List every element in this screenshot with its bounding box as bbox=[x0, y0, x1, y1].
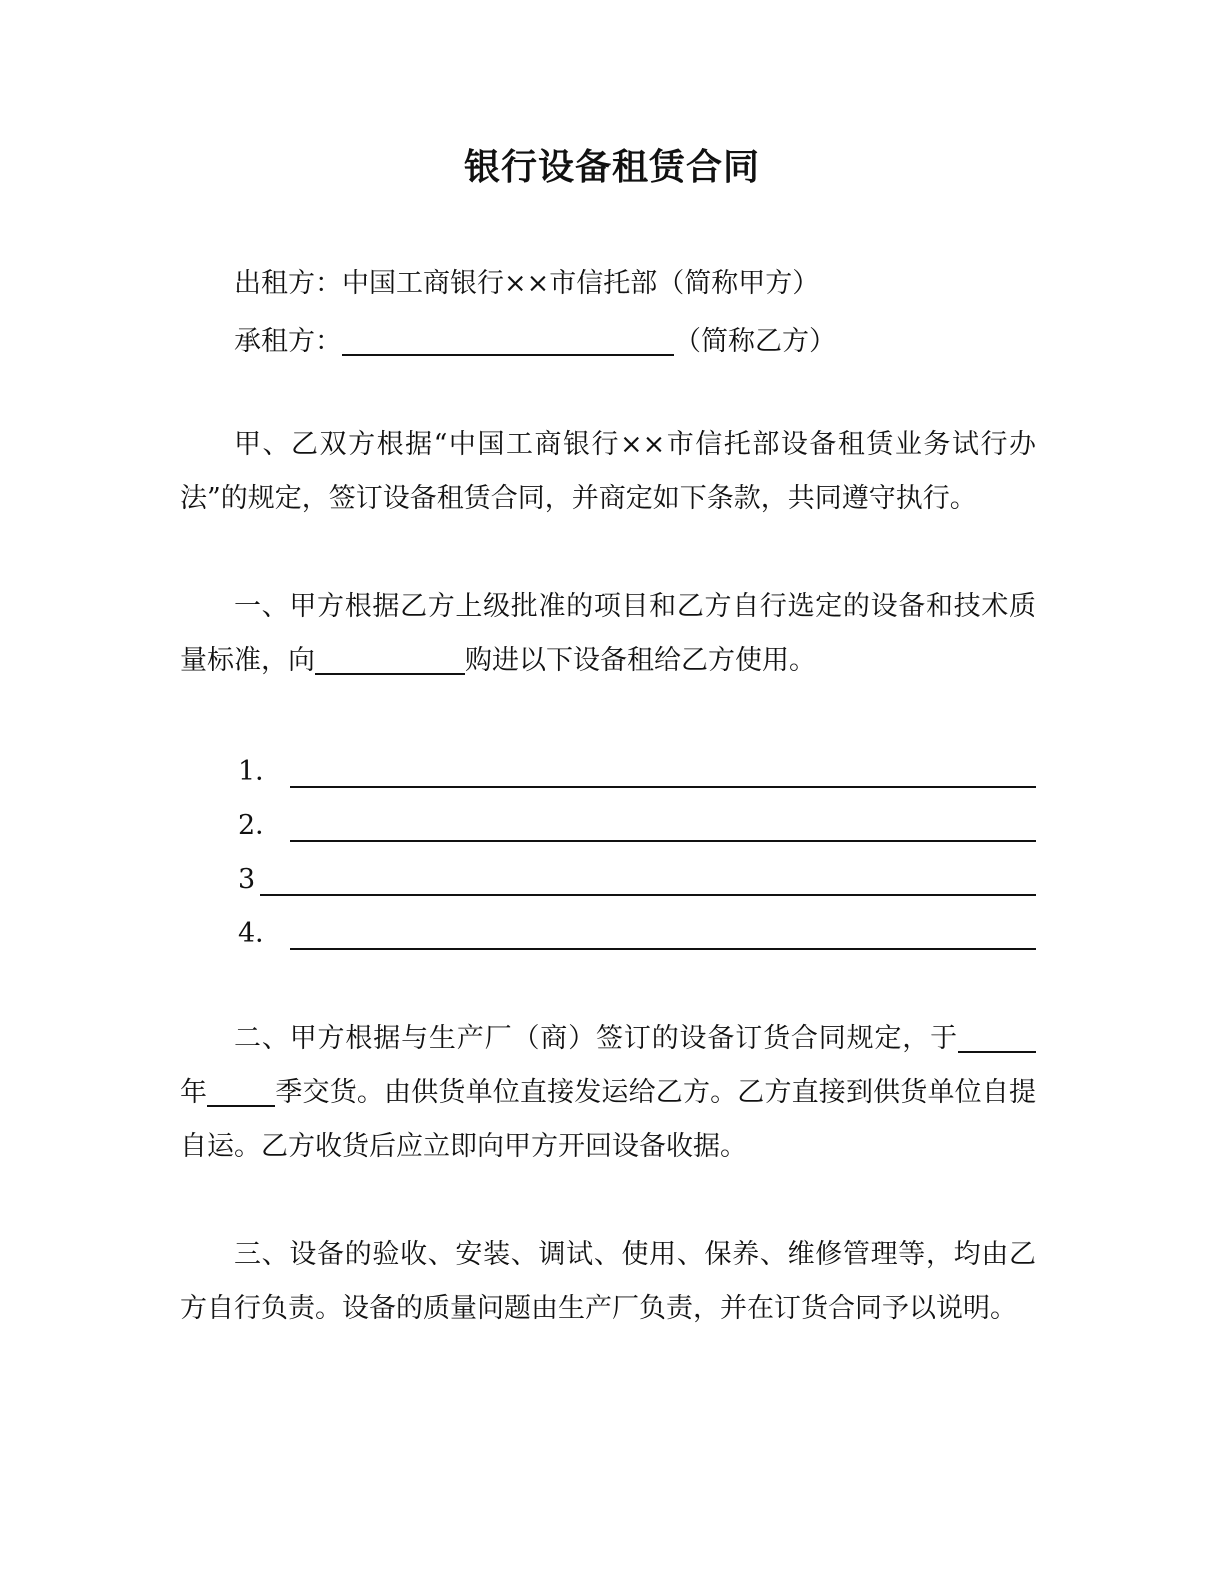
lessor-label: 出租方： bbox=[234, 268, 342, 299]
supplier-blank[interactable] bbox=[315, 643, 465, 675]
item-blank[interactable] bbox=[290, 758, 1036, 788]
lessee-label: 承租方： bbox=[234, 326, 342, 357]
item-number: 3 bbox=[238, 864, 256, 895]
clause-1-text-a: 一、甲方根据乙方上级批准的项目和乙方自行选定的设备和技术质量标准，向 bbox=[180, 591, 1036, 676]
clause-2-text-b: 年 bbox=[180, 1077, 208, 1108]
delivery-year-blank[interactable] bbox=[958, 1021, 1036, 1053]
clause-2-paragraph bbox=[180, 1012, 1036, 1174]
lessee-suffix: （简称乙方） bbox=[674, 326, 836, 357]
equipment-item-2 bbox=[238, 806, 1036, 846]
delivery-quarter-blank[interactable] bbox=[207, 1075, 275, 1107]
clause-3-paragraph: 三、设备的验收、安装、调试、使用、保养、维修管理等，均由乙方自行负责。设备的质量问题由生产厂负责，并在订货合同予以说明。 bbox=[180, 1239, 1036, 1324]
lessor-line bbox=[234, 264, 819, 304]
equipment-item-1 bbox=[238, 752, 1036, 792]
item-number: 2． bbox=[238, 810, 283, 841]
item-blank[interactable] bbox=[260, 866, 1036, 896]
lessee-name-blank[interactable] bbox=[342, 324, 674, 356]
item-blank[interactable] bbox=[290, 920, 1036, 950]
equipment-item-4 bbox=[238, 914, 1036, 954]
document-title: 银行设备租赁合同 bbox=[463, 146, 760, 188]
clause-2-text-a: 二、甲方根据与生产厂（商）签订的设备订货合同规定，于 bbox=[234, 1023, 958, 1054]
equipment-item-3 bbox=[238, 860, 1036, 900]
preamble-paragraph: 甲、乙双方根据“中国工商银行××市信托部设备租赁业务试行办法”的规定，签订设备租赁合同，并商定如下条款，共同遵守执行。 bbox=[180, 429, 1036, 514]
clause-1-text-b: 购进以下设备租给乙方使用。 bbox=[465, 645, 816, 676]
item-number: 4． bbox=[238, 918, 283, 949]
lessee-line bbox=[234, 318, 836, 362]
item-blank[interactable] bbox=[290, 812, 1036, 842]
item-number: 1． bbox=[238, 756, 283, 787]
clause-1-paragraph bbox=[180, 580, 1036, 688]
clause-2-text-c: 季交货。由供货单位直接发运给乙方。乙方直接到供货单位自提自运。乙方收货后应立即向甲方开回设备收据。 bbox=[180, 1077, 1037, 1162]
lessor-value: 中国工商银行××市信托部（简称甲方） bbox=[342, 268, 820, 299]
